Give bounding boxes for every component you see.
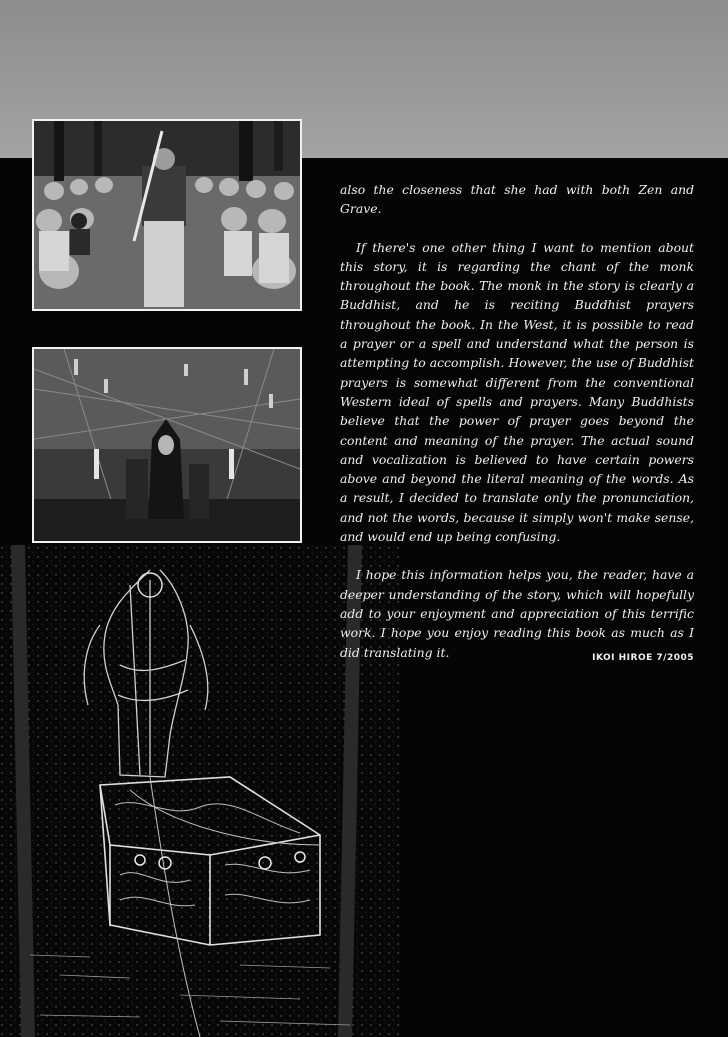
signature: IKOI HIROE 7/2005	[592, 653, 694, 663]
photo-warrior-among-statues	[32, 119, 302, 311]
photo-ritual-scene	[32, 347, 302, 543]
paragraph-1: also the closeness that she had with both Zen and Grave.	[340, 182, 694, 217]
translator-note-text	[340, 180, 694, 681]
paragraph-2: If there's one other thing I want to mention about this story, it is regarding the chant of the monk throughout the book. The monk in the story is clearly a Buddhist, and he is reciting Buddhist prayers throughout the book. In the West, it is possible to read a prayer or a spell and understand what the person is attempting to accomplish. However, the use of Buddhist prayers is somewhat different from the conventional Western ideal of spells and prayers. Many Buddhists believe that the power of prayer goes beyond the content and meaning of the prayer. The actual sound and vocalization is believed to have certain powers above and beyond the literal meaning of the words. As a result, I decided to translate only the pronunciation, and not the words, because it simply won't make sense, and would end up being confusing.	[340, 239, 694, 545]
paragraph-3: I hope this information helps you, the reader, have a deeper understanding of the story, which will hopefully add to your enjoyment and appreciation of this terrific work. I hope you enjoy reading this book as much as I did translating it.	[340, 567, 694, 660]
